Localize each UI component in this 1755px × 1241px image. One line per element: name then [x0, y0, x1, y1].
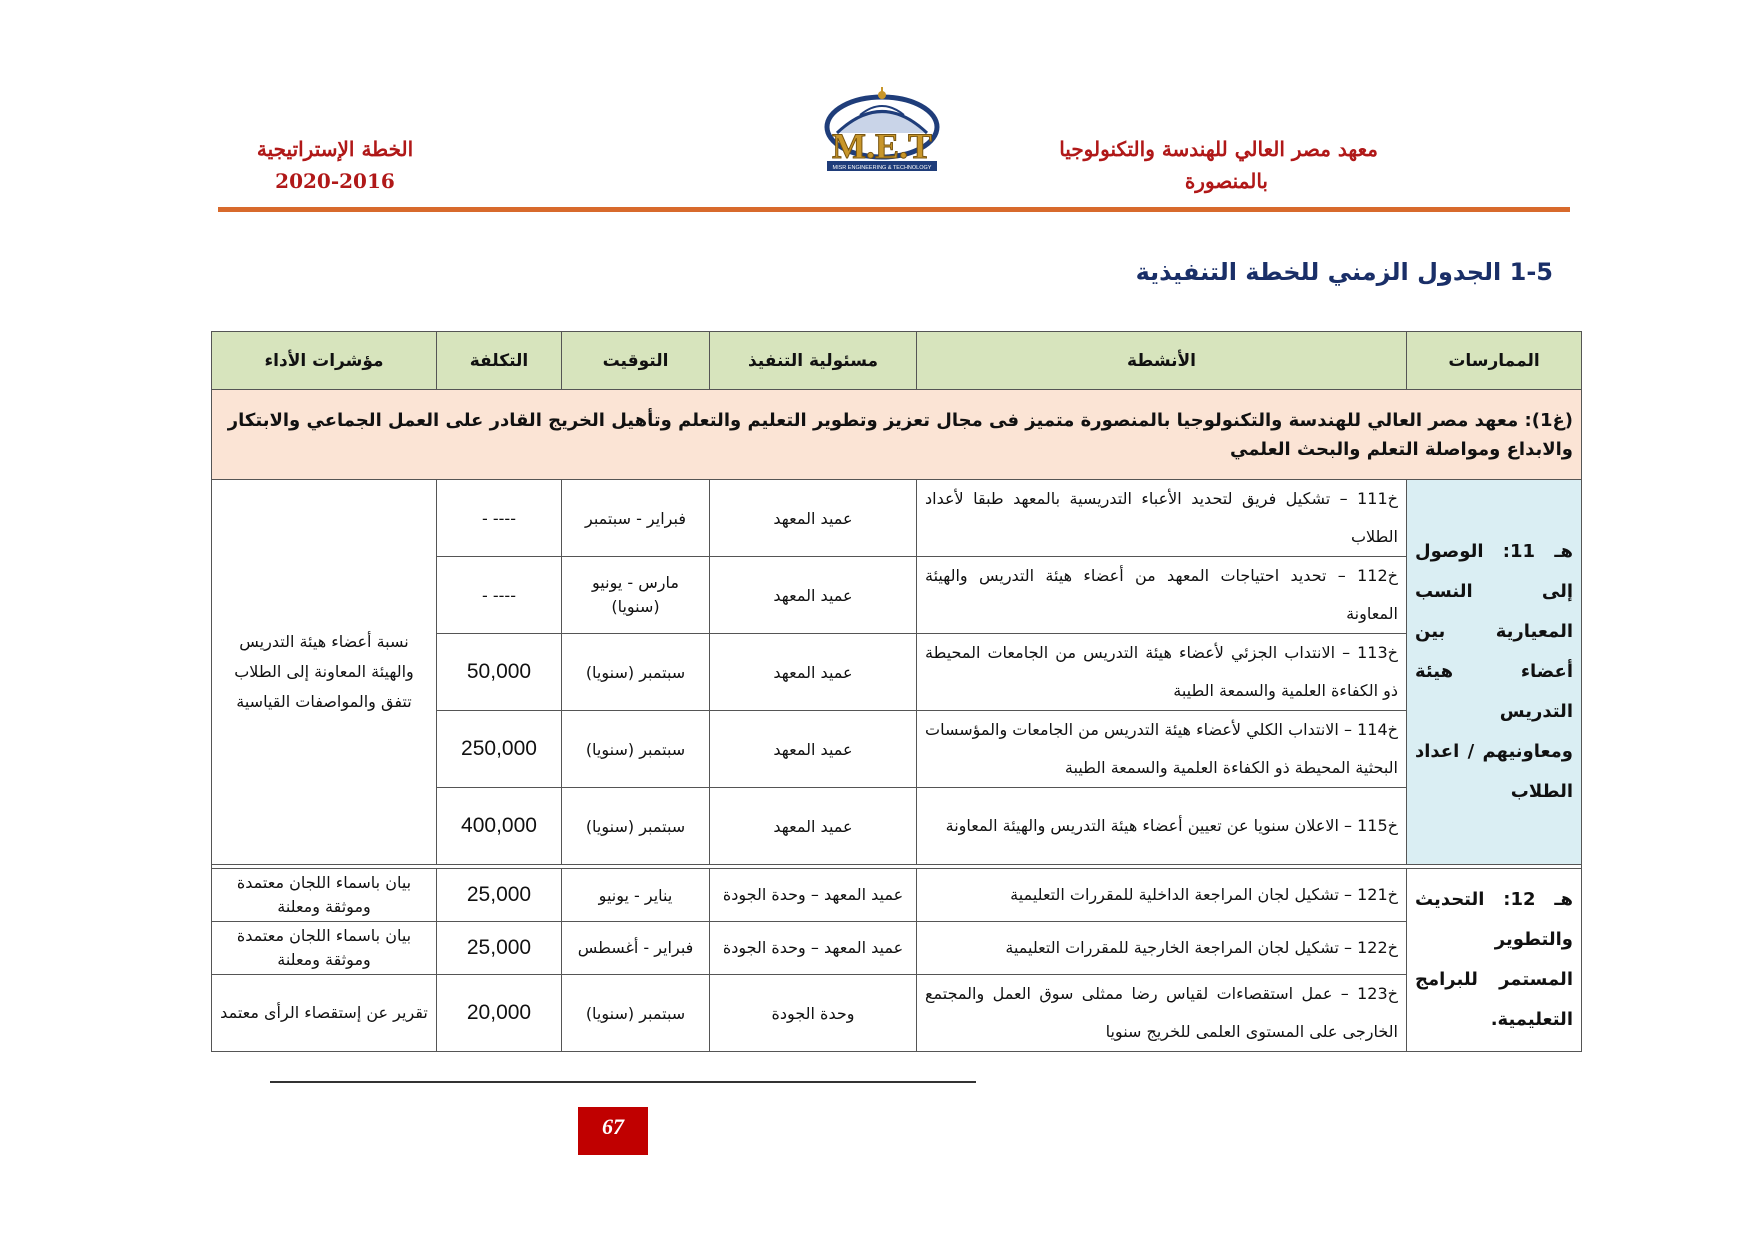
- timing-cell: سبتمبر (سنويا): [562, 634, 710, 711]
- cost-cell: 25,000: [437, 869, 562, 922]
- met-logo: [815, 85, 950, 185]
- goal-row: [212, 390, 1582, 480]
- page-number: 67: [578, 1107, 648, 1155]
- activity-cell: خ112 – تحديد احتياجات المعهد من أعضاء هيئة التدريس والهيئة المعاونة: [917, 557, 1407, 634]
- activity-cell: خ115 – الاعلان سنويا عن تعيين أعضاء هيئة التدريس والهيئة المعاونة: [917, 788, 1407, 865]
- timing-cell: سبتمبر (سنويا): [562, 711, 710, 788]
- responsibility-cell: عميد المعهد – وحدة الجودة: [710, 869, 917, 922]
- cost-cell: 50,000: [437, 634, 562, 711]
- responsibility-cell: عميد المعهد: [710, 557, 917, 634]
- svg-text:M.E.T: M.E.T: [831, 126, 933, 166]
- timing-cell: مارس - يونيو (سنويا): [562, 557, 710, 634]
- cost-cell: 25,000: [437, 922, 562, 975]
- col-kpi: مؤشرات الأداء: [212, 332, 437, 390]
- institute-name-line2: بالمنصورة: [1184, 169, 1268, 193]
- plan-title-name: الخطة الإستراتيجية: [256, 137, 414, 161]
- cost-cell: 20,000: [437, 975, 562, 1052]
- timing-cell: سبتمبر (سنويا): [562, 975, 710, 1052]
- footer-divider: [270, 1081, 976, 1083]
- col-timing: التوقيت: [562, 332, 710, 390]
- plan-title: [250, 133, 420, 197]
- kpi-cell: بيان باسماء اللجان معتمدة وموثقة ومعلنة: [212, 869, 437, 922]
- responsibility-cell: عميد المعهد – وحدة الجودة: [710, 922, 917, 975]
- activity-cell: خ122 – تشكيل لجان المراجعة الخارجية للمقررات التعليمية: [917, 922, 1407, 975]
- timing-cell: فبراير - أغسطس: [562, 922, 710, 975]
- institute-name-line1: معهد مصر العالي للهندسة والتكنولوجيا: [1059, 137, 1378, 161]
- practice-cell: هـ 12: التحديث والتطوير المستمر للبرامج التعليمية.: [1407, 869, 1582, 1052]
- responsibility-cell: عميد المعهد: [710, 788, 917, 865]
- activity-cell: خ121 – تشكيل لجان المراجعة الداخلية للمقررات التعليمية: [917, 869, 1407, 922]
- practice-cell: هـ 11: الوصول إلى النسب المعيارية بين أعضاء هيئة التدريس ومعاونيهم / اعداد الطلاب: [1407, 480, 1582, 865]
- table-row: [212, 975, 1582, 1052]
- timing-cell: يناير - يونيو: [562, 869, 710, 922]
- table-row: [212, 922, 1582, 975]
- timing-cell: سبتمبر (سنويا): [562, 788, 710, 865]
- activity-cell: خ114 – الانتداب الكلي لأعضاء هيئة التدريس من الجامعات والمؤسسات البحثية المحيطة ذو الكفاءة العلمية والسمعة الطيبة: [917, 711, 1407, 788]
- kpi-cell: بيان باسماء اللجان معتمدة وموثقة ومعلنة: [212, 922, 437, 975]
- svg-text:MISR ENGINEERING & TECHNOLOGY: MISR ENGINEERING & TECHNOLOGY: [832, 165, 932, 171]
- schedule-table: [211, 331, 1582, 1052]
- plan-years: 2020-2016: [275, 169, 395, 193]
- col-activities: الأنشطة: [917, 332, 1407, 390]
- goal-text: (غ1): معهد مصر العالي للهندسة والتكنولوجيا بالمنصورة متميز فى مجال تعزيز وتطوير التعليم والتعلم وتأهيل الخريج القادر على العمل الجماعي والابتكار والابداع ومواصلة التعلم والبحث العلمي: [212, 390, 1582, 480]
- cost-cell: 400,000: [437, 788, 562, 865]
- col-cost: التكلفة: [437, 332, 562, 390]
- header-divider: [218, 207, 1570, 212]
- col-responsibility: مسئولية التنفيذ: [710, 332, 917, 390]
- table-row: [212, 869, 1582, 922]
- activity-cell: خ111 – تشكيل فريق لتحديد الأعباء التدريسية بالمعهد طبقا لأعداد الطلاب: [917, 480, 1407, 557]
- col-practices: الممارسات: [1407, 332, 1582, 390]
- institute-name: [958, 133, 1378, 197]
- section-title: 1-5 الجدول الزمني للخطة التنفيذية: [1135, 258, 1553, 286]
- activity-cell: خ113 – الانتداب الجزئي لأعضاء هيئة التدريس من الجامعات المحيطة ذو الكفاءة العلمية والسمعة الطيبة: [917, 634, 1407, 711]
- table-row: [212, 480, 1582, 557]
- timing-cell: فبراير - سبتمبر: [562, 480, 710, 557]
- cost-cell: ---- -: [437, 480, 562, 557]
- activity-cell: خ123 – عمل استقصاءات لقياس رضا ممثلى سوق العمل والمجتمع الخارجى على المستوى العلمى للخريج سنويا: [917, 975, 1407, 1052]
- responsibility-cell: عميد المعهد: [710, 634, 917, 711]
- header-row: [212, 332, 1582, 390]
- kpi-cell: تقرير عن إستقصاء الرأى معتمد: [212, 975, 437, 1052]
- cost-cell: 250,000: [437, 711, 562, 788]
- cost-cell: ---- -: [437, 557, 562, 634]
- responsibility-cell: عميد المعهد: [710, 711, 917, 788]
- kpi-cell: نسبة أعضاء هيئة التدريس والهيئة المعاونة إلى الطلاب تتفق والمواصفات القياسية: [212, 480, 437, 865]
- responsibility-cell: وحدة الجودة: [710, 975, 917, 1052]
- responsibility-cell: عميد المعهد: [710, 480, 917, 557]
